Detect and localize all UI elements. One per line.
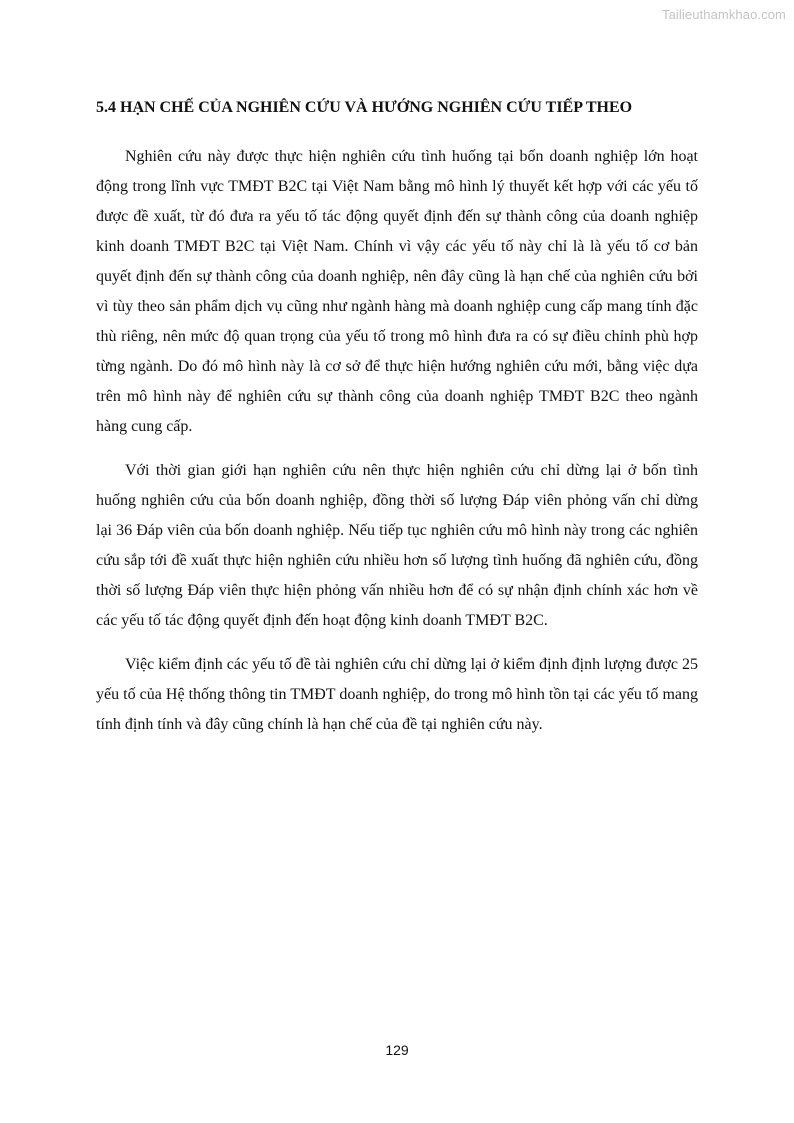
paragraph-2: Với thời gian giới hạn nghiên cứu nên thực hiện nghiên cứu chỉ dừng lại ở bốn tình huống nghiên cứu của bốn doanh nghiệp, đồng thời số lượng Đáp viên phỏng vấn chỉ dừng lại 36 Đáp viên của bốn doanh nghiệp. Nếu tiếp tục nghiên cứu mô hình này trong các nghiên cứu sắp tới đề xuất thực hiện nghiên cứu nhiều hơn số lượng tình huống đã nghiên cứu, đồng thời số lượng Đáp viên thực hiện phỏng vấn nhiều hơn để có sự nhận định chính xác hơn về các yếu tố tác động quyết định đến hoạt động kinh doanh TMĐT B2C.	[96, 462, 698, 629]
section-heading: 5.4 HẠN CHẾ CỦA NGHIÊN CỨU VÀ HƯỚNG NGHIÊN CỨU TIẾP THEO	[96, 99, 633, 116]
watermark-text: Tailieuthamkhao.com	[661, 7, 786, 22]
document-body	[96, 96, 698, 754]
page-number: 129	[385, 1042, 409, 1058]
paragraph-1: Nghiên cứu này được thực hiện nghiên cứu tình huống tại bốn doanh nghiệp lớn hoạt động trong lĩnh vực TMĐT B2C tại Việt Nam bằng mô hình lý thuyết kết hợp với các yếu tố được đề xuất, từ đó đưa ra yếu tố tác động quyết định đến sự thành công của doanh nghiệp kinh doanh TMĐT B2C tại Việt Nam. Chính vì vậy các yếu tố này chỉ là là yếu tố cơ bản quyết định đến sự thành công của doanh nghiệp, nên đây cũng là hạn chế của nghiên cứu bởi vì tùy theo sản phẩm dịch vụ cũng như ngành hàng mà doanh nghiệp cung cấp mang tính đặc thù riêng, nên mức độ quan trọng của yếu tố trong mô hình đưa ra có sự điều chỉnh phù hợp từng ngành. Do đó mô hình này là cơ sở để thực hiện hướng nghiên cứu mới, bằng việc dựa trên mô hình này để nghiên cứu sự thành công của doanh nghiệp TMĐT B2C theo ngành hàng cung cấp.	[96, 148, 698, 435]
paragraph-3: Việc kiểm định các yếu tố đề tài nghiên cứu chỉ dừng lại ở kiểm định định lượng được 25 yếu tố của Hệ thống thông tin TMĐT doanh nghiệp, do trong mô hình tồn tại các yếu tố mang tính định tính và đây cũng chính là hạn chế của đề tại nghiên cứu này.	[96, 656, 698, 733]
